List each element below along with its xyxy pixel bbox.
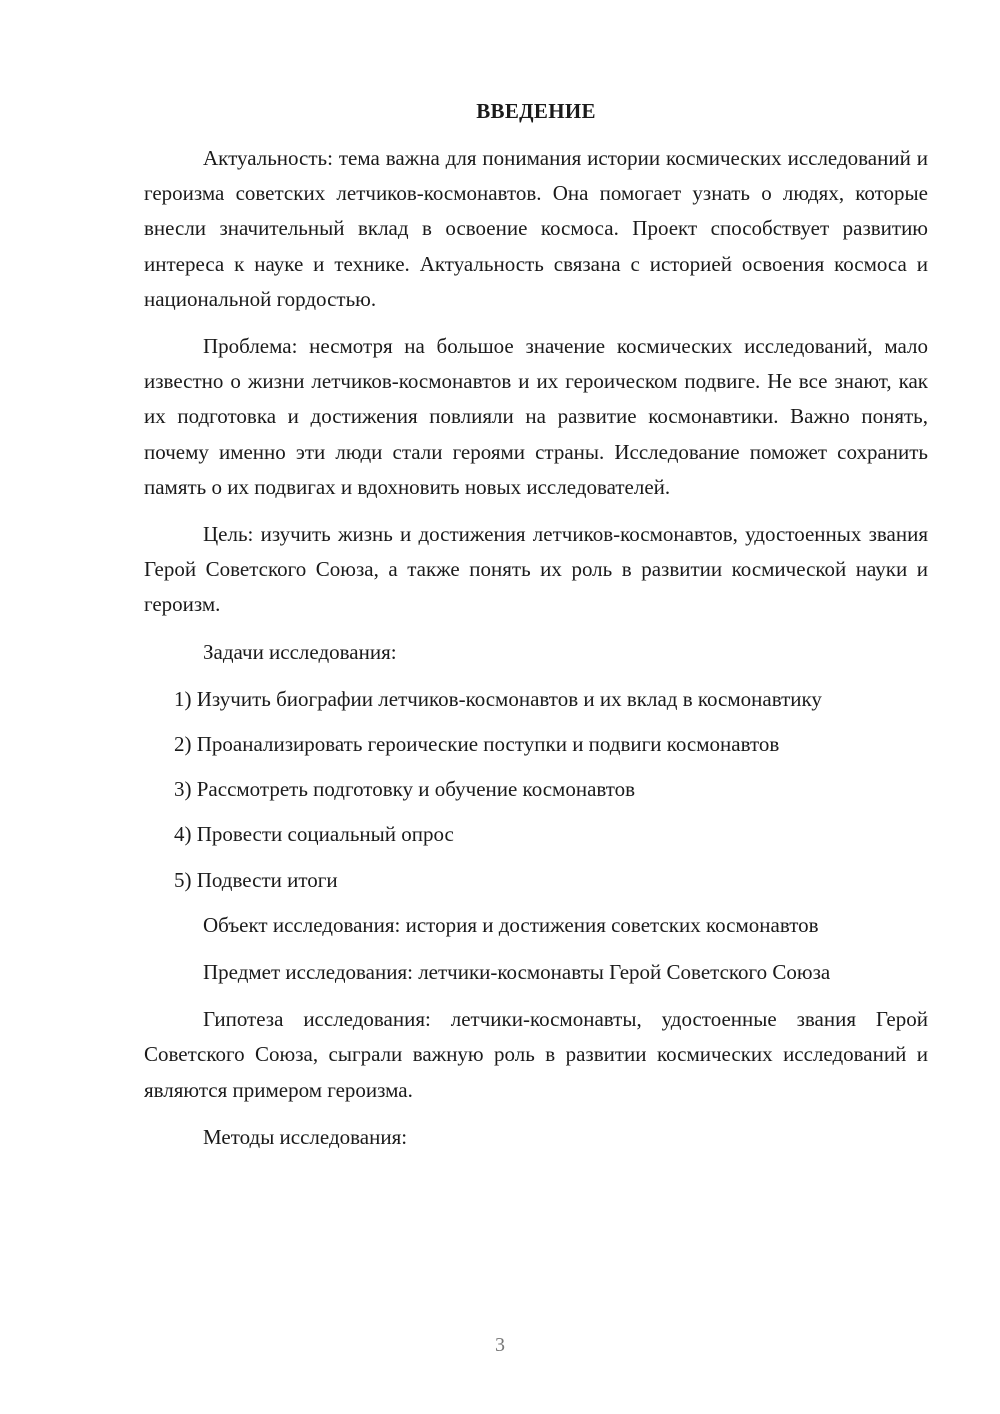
page-title: ВВЕДЕНИЕ [476, 99, 596, 123]
paragraph-goal: Цель: изучить жизнь и достижения летчиков-космонавтов, удостоенных звания Герой Советского Союза, а также понять их роль в развитии космической науки и героизм. [144, 522, 928, 617]
list-item-task-1: 1) Изучить биографии летчиков-космонавтов и их вклад в космонавтику [174, 686, 822, 711]
paragraph-object: Объект исследования: история и достижения советских космонавтов [203, 912, 819, 937]
list-item-task-3: 3) Рассмотреть подготовку и обучение космонавтов [174, 777, 636, 802]
paragraph-problem: Проблема: несмотря на большое значение космических исследований, мало известно о жизни летчиков-космонавтов и их героическом подвиге. Не все знают, как их подготовка и достижения повлияли на развитие космонавтики. Важно понять, почему именно эти люди стали героями страны. Исследование поможет сохранить память о их подвигах и вдохновить новых исследователей. [144, 334, 928, 499]
page-number: 3 [495, 1334, 505, 1356]
list-item-task-4: 4) Провести социальный опрос [174, 822, 454, 847]
paragraph-tasks-heading: Задачи исследования: [203, 639, 397, 664]
paragraph-methods: Методы исследования: [203, 1124, 408, 1149]
document-page [144, 94, 928, 1167]
paragraph-subject: Предмет исследования: летчики-космонавты Герой Советского Союза [203, 960, 831, 985]
paragraph-hypothesis: Гипотеза исследования: летчики-космонавты, удостоенные звания Герой Советского Союза, сыграли важную роль в развитии космических исследований и являются примером героизма. [144, 1007, 928, 1102]
list-item-task-2: 2) Проанализировать героические поступки и подвиги космонавтов [174, 732, 780, 757]
list-item-task-5: 5) Подвести итоги [174, 867, 338, 892]
paragraph-relevance: Актуальность: тема важна для понимания истории космических исследований и героизма советских летчиков-космонавтов. Она помогает узнать о людях, которые внесли значительный вклад в освоение космоса. Проект способствует развитию интереса к науке и технике. Актуальность связана с историей освоения космоса и национальной гордостью. [144, 146, 928, 311]
